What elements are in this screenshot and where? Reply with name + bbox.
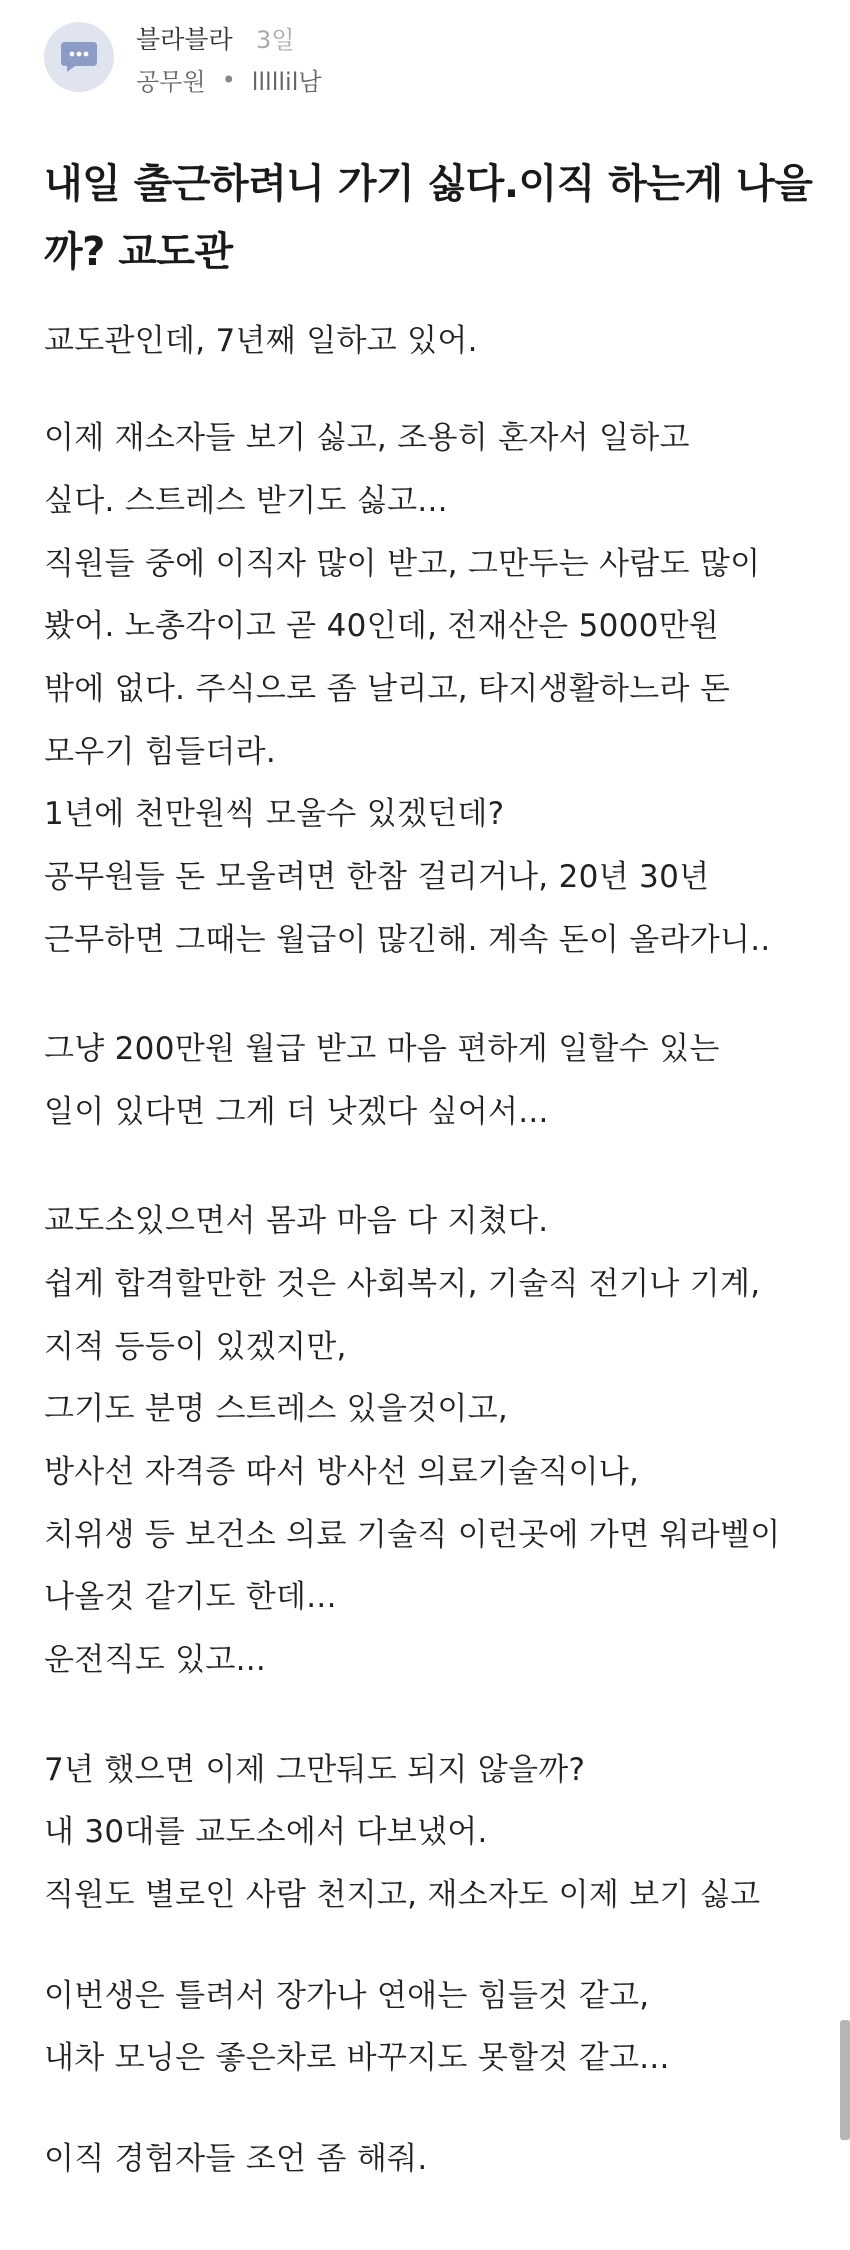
company-label: 공무원 bbox=[136, 68, 206, 96]
body-line: 지적 등등이 있겠지만, bbox=[44, 1328, 347, 1365]
body-line: 치위생 등 보건소 의료 기술직 이런곳에 가면 워라벨이 bbox=[44, 1516, 781, 1553]
avatar[interactable] bbox=[44, 22, 114, 92]
body-line: 교도소있으면서 몸과 마음 다 지쳤다. bbox=[44, 1203, 549, 1240]
nickname-label: lllllil남 bbox=[251, 68, 322, 96]
body-line: 이직 경험자들 조언 좀 해줘. bbox=[44, 2141, 428, 2178]
body-line: 방사선 자격증 따서 방사선 의료기술직이나, bbox=[44, 1454, 640, 1490]
body-line: 내차 모닝은 좋은차로 바꾸지도 못할것 같고... bbox=[44, 2040, 670, 2077]
body-line: 직원도 별로인 사람 천지고, 재소자도 이제 보기 싫고 bbox=[44, 1876, 761, 1913]
body-line: 이제 재소자들 보기 싫고, 조용히 혼자서 일하고 bbox=[44, 420, 690, 457]
post-title: 내일 출근하려니 가기 싫다.이직 하는게 나을까? 교도관 bbox=[44, 161, 813, 275]
body-line: 교도관인데, 7년째 일하고 있어. bbox=[44, 323, 478, 359]
author-name[interactable]: 블라블라 bbox=[136, 25, 233, 54]
body-line: 공무원들 돈 모울려면 한참 걸리거나, 20년 30년 bbox=[44, 858, 710, 895]
body-line: 나올것 같기도 한데... bbox=[44, 1579, 337, 1616]
body-line: 운전직도 있고... bbox=[44, 1641, 267, 1678]
body-line: 그기도 분명 스트레스 있을것이고, bbox=[44, 1391, 509, 1428]
body-line: 직원들 중에 이직자 많이 받고, 그만두는 사람도 많이 bbox=[44, 545, 761, 582]
author-meta bbox=[136, 62, 322, 97]
body-line: 일이 있다면 그게 더 낫겠다 싶어서... bbox=[44, 1093, 549, 1130]
body-line: 밖에 없다. 주식으로 좀 날리고, 타지생활하느라 돈 bbox=[44, 671, 731, 707]
chat-bubble-icon bbox=[59, 40, 99, 74]
meta-separator: • bbox=[221, 65, 236, 94]
body-line: 내 30대를 교도소에서 다보냈어. bbox=[44, 1814, 488, 1851]
post-header bbox=[44, 18, 804, 98]
body-line: 1년에 천만원씩 모울수 있겠던데? bbox=[44, 796, 505, 833]
post-time: 3일 bbox=[256, 26, 295, 54]
body-line: 그냥 200만원 월급 받고 마음 편하게 일할수 있는 bbox=[44, 1031, 720, 1068]
body-line: 근무하면 그때는 월급이 많긴해. 계속 돈이 올라가니.. bbox=[44, 921, 771, 958]
scrollbar[interactable] bbox=[840, 2020, 850, 2140]
body-line: 쉽게 합격할만한 것은 사회복지, 기술직 전기나 기계, bbox=[44, 1266, 761, 1303]
body-line: 7년 했으면 이제 그만둬도 되지 않을까? bbox=[44, 1751, 586, 1788]
body-line: 이번생은 틀려서 장가나 연애는 힘들것 같고, bbox=[44, 1977, 650, 2014]
body-line: 봤어. 노총각이고 곧 40인데, 전재산은 5000만원 bbox=[44, 608, 720, 645]
body-line: 싶다. 스트레스 받기도 싫고... bbox=[44, 483, 448, 520]
body-line: 모우기 힘들더라. bbox=[44, 733, 277, 770]
